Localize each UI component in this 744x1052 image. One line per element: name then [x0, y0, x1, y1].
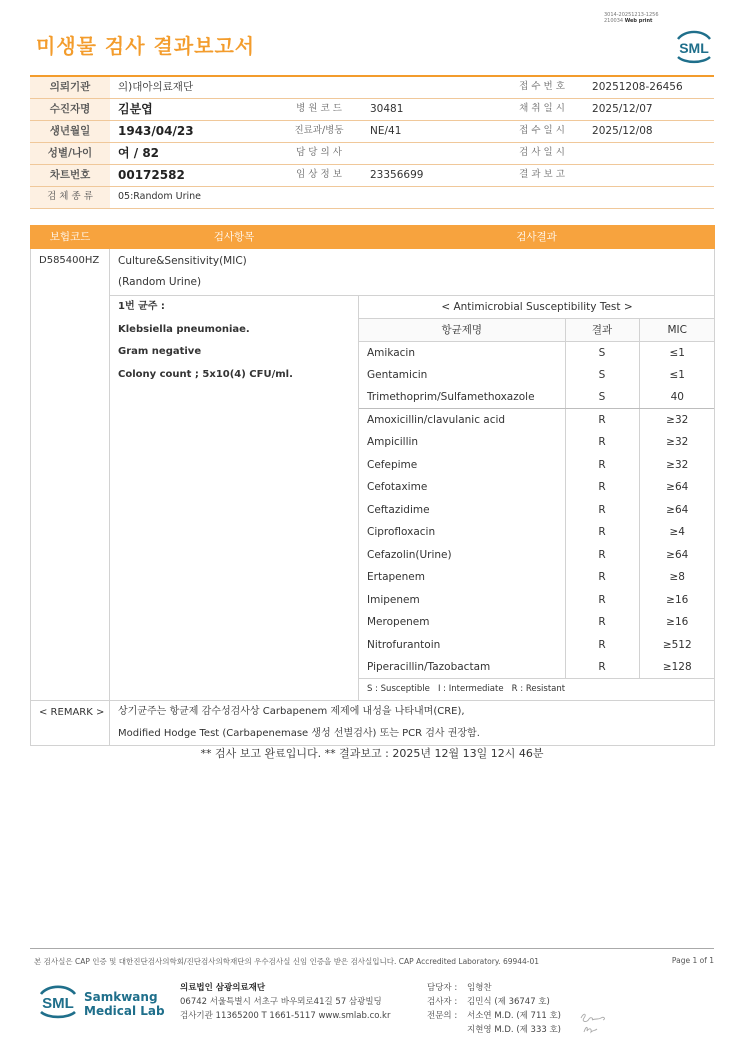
ast-table	[359, 296, 715, 700]
staff-role	[427, 1023, 467, 1037]
antibiotic-row	[359, 521, 715, 544]
antibiotic-name: Imipenem	[367, 593, 420, 606]
organism-row	[31, 296, 715, 701]
value-clinical-info: 23356699	[362, 164, 500, 186]
staff-list	[427, 981, 561, 1037]
antibiotic-name: Amoxicillin/clavulanic acid	[367, 414, 506, 426]
antibiotic-result: R	[565, 589, 639, 612]
antibiotic-mic: ≤1	[639, 364, 715, 387]
test-row	[31, 249, 715, 296]
antibiotic-row	[359, 476, 715, 499]
org-address: 06742 서울특별시 서초구 바우뫼로41길 57 삼광빌딩	[180, 997, 382, 1007]
label-department: 진료과/병동	[276, 120, 362, 142]
antibiotic-name: Gentamicin	[367, 368, 428, 381]
value-name: 김분엽	[110, 98, 276, 120]
antibiotic-mic: ≥32	[639, 454, 715, 477]
footer-divider	[30, 948, 714, 949]
antibiotic-mic: ≤1	[639, 341, 715, 364]
staff-name: 임형찬	[467, 983, 492, 993]
staff-role: 검사자 :	[427, 997, 458, 1007]
staff-name: 지현영 M.D. (제 333 호)	[467, 1025, 562, 1035]
insurance-code: D585400HZ	[31, 249, 110, 701]
document-code-line1: 3014-20251213-1256	[604, 12, 659, 18]
info-row	[30, 186, 714, 208]
sml-logo-icon	[36, 980, 80, 1022]
staff-role: 전문의 :	[427, 1011, 458, 1021]
value-doctor	[362, 142, 500, 164]
antibiotic-name: Cefepime	[367, 458, 418, 471]
label-tested: 검 사 일 시	[500, 142, 584, 164]
antibiotic-name: Meropenem	[367, 616, 430, 629]
label-dob: 생년월일	[30, 120, 110, 142]
antibiotic-mic: ≥8	[639, 566, 715, 589]
antibiotic-mic: ≥16	[639, 611, 715, 634]
staff-name: 서소연 M.D. (제 711 호)	[467, 1011, 562, 1021]
value-hospital-code: 30481	[362, 98, 500, 120]
label-specimen: 검 체 종 류	[30, 186, 110, 208]
antibiotic-mic: ≥64	[639, 476, 715, 499]
label-receipt-no: 접 수 번 호	[500, 76, 584, 98]
staff-row	[427, 995, 561, 1009]
logo-text: SML	[42, 995, 74, 1012]
antibiotic-row	[359, 589, 715, 612]
antibiotic-result: R	[565, 454, 639, 477]
organism-cell	[110, 296, 359, 701]
antibiotic-result: R	[565, 566, 639, 589]
antibiotic-name: Amikacin	[367, 346, 416, 359]
label-doctor: 담 당 의 사	[276, 142, 362, 164]
value-department: NE/41	[362, 120, 500, 142]
document-code-line2a: 210034	[604, 18, 624, 24]
antibiotic-row	[359, 656, 715, 679]
org-name: 의료법인 삼광의료재단	[180, 983, 266, 993]
antibiotic-mic: ≥16	[639, 589, 715, 612]
label-name: 수진자명	[30, 98, 110, 120]
antibiotic-result: R	[565, 634, 639, 657]
staff-name: 김민식 (제 36747 호)	[467, 997, 550, 1007]
remark-label: < REMARK >	[31, 700, 110, 745]
antibiotic-row	[359, 634, 715, 657]
page-number: Page 1 of 1	[671, 956, 714, 965]
antibiotic-result: S	[565, 341, 639, 364]
label-clinical-info: 임 상 정 보	[276, 164, 362, 186]
remark-text	[110, 700, 715, 745]
results-table	[30, 225, 714, 746]
susceptibility-legend: S : Susceptible I : Intermediate R : Resistant	[367, 684, 566, 695]
header-insurance-code: 보험코드	[31, 226, 110, 249]
antibiotic-row	[359, 544, 715, 567]
antibiotic-result: R	[565, 521, 639, 544]
antibiotic-name: Ertapenem	[367, 571, 425, 584]
antibiotic-name: Piperacillin/Tazobactam	[359, 656, 565, 679]
antibiotic-row	[359, 431, 715, 454]
header-test-item: 검사항목	[110, 226, 359, 249]
label-requester: 의뢰기관	[30, 76, 110, 98]
antibiotic-mic: ≥128	[639, 656, 715, 679]
antibiotic-mic: ≥4	[639, 521, 715, 544]
test-name: Culture&Sensitivity(MIC)	[118, 255, 247, 267]
label-received: 접 수 일 시	[500, 120, 584, 142]
antibiotic-name: Ciprofloxacin	[367, 526, 436, 539]
staff-row	[427, 1009, 561, 1023]
remark-line1: 상기균주는 항균제 감수성검사상 Carbapenem 제제에 내성을 나타내며(CRE),	[118, 705, 465, 717]
organism-count: Colony count ; 5x10(4) CFU/ml.	[118, 368, 293, 380]
antibiotic-row	[359, 499, 715, 522]
accreditation-note: 본 검사실은 CAP 인증 및 대한진단검사의학회/진단검사의학재단의 우수검사실 신임 인증을 받은 검사실입니다. CAP Accredited Laboratory. 69944-01	[34, 957, 540, 966]
antibiotic-row	[359, 341, 715, 364]
brand-line1: Samkwang	[84, 990, 158, 1004]
ast-header-result: 결과	[565, 319, 639, 342]
antibiotic-result: R	[565, 499, 639, 522]
antibiotic-result: R	[565, 656, 639, 679]
ast-header-mic: MIC	[639, 319, 715, 342]
antibiotic-result: R	[565, 476, 639, 499]
antibiotic-name: Nitrofurantoin	[367, 638, 441, 651]
value-collected: 2025/12/07	[584, 98, 714, 120]
info-row	[30, 98, 714, 120]
value-sex-age: 여 / 82	[110, 142, 276, 164]
antibiotic-row	[359, 566, 715, 589]
antibiotic-mic: ≥32	[639, 409, 715, 432]
legend-row	[359, 679, 715, 700]
ast-header-drug: 항균제명	[359, 319, 565, 342]
antibiotic-result: R	[565, 544, 639, 567]
antibiotic-row	[359, 454, 715, 477]
results-header-row	[31, 226, 715, 249]
value-chart-no: 00172582	[110, 164, 276, 186]
signature-mark	[578, 1010, 608, 1036]
info-row	[30, 164, 714, 186]
staff-role: 담당자 :	[427, 983, 458, 993]
test-specimen: (Random Urine)	[118, 276, 202, 288]
value-reported	[584, 164, 714, 186]
test-name-cell	[110, 249, 715, 296]
antibiotic-name: Ampicillin	[367, 436, 419, 449]
label-chart-no: 차트번호	[30, 164, 110, 186]
antibiotic-result: S	[565, 364, 639, 387]
web-print-label: Web print	[624, 18, 653, 24]
label-hospital-code: 병 원 코 드	[276, 98, 362, 120]
label-reported: 결 과 보 고	[500, 164, 584, 186]
value-receipt-no: 20251208-26456	[584, 76, 714, 98]
antibiotic-name: Trimethoprim/Sulfamethoxazole	[359, 386, 565, 409]
antibiotic-result: R	[565, 409, 639, 432]
org-contact: 검사기관 11365200 T 1661-5117 www.smlab.co.kr	[180, 1011, 391, 1021]
value-tested	[584, 142, 714, 164]
antibiotic-mic: ≥64	[639, 544, 715, 567]
label-sex-age: 성별/나이	[30, 142, 110, 164]
antibiotic-mic: ≥32	[639, 431, 715, 454]
antibiotic-mic: ≥512	[639, 634, 715, 657]
info-row	[30, 142, 714, 164]
sml-logo-icon	[672, 26, 716, 66]
page-title: 미생물 검사 결과보고서	[36, 34, 256, 58]
staff-row	[427, 1023, 561, 1037]
report-completion: ** 검사 보고 완료입니다. ** 결과보고 : 2025년 12월 13일 12시 46분	[200, 747, 544, 760]
organism-label: 1번 균주 :	[118, 301, 165, 313]
antibiotic-row	[359, 386, 715, 409]
info-row	[30, 120, 714, 142]
antibiotic-name: Ceftazidime	[367, 503, 430, 516]
logo-text: SML	[679, 40, 709, 56]
ast-cell	[359, 296, 715, 701]
antibiotic-row	[359, 364, 715, 387]
antibiotic-name: Cefotaxime	[367, 481, 428, 494]
antibiotic-result: S	[565, 386, 639, 409]
brand-name	[84, 990, 165, 1018]
antibiotic-name: Cefazolin(Urine)	[367, 548, 452, 561]
organism-name: Klebsiella pneumoniae.	[118, 323, 250, 335]
label-collected: 채 취 일 시	[500, 98, 584, 120]
antibiotic-mic: 40	[639, 386, 715, 409]
value-specimen: 05:Random Urine	[110, 186, 714, 208]
document-code	[604, 12, 659, 24]
brand-line2: Medical Lab	[84, 1004, 165, 1018]
organization-info	[180, 981, 390, 1023]
ast-title: < Antimicrobial Susceptibility Test >	[359, 296, 715, 319]
remark-row	[31, 700, 715, 745]
antibiotic-result: R	[565, 611, 639, 634]
info-row	[30, 76, 714, 98]
value-requester: 의)대아의료재단	[110, 76, 500, 98]
remark-line2: Modified Hodge Test (Carbapenemase 생성 선별검사) 또는 PCR 검사 권장함.	[118, 727, 480, 739]
antibiotic-result: R	[565, 431, 639, 454]
organism-gram: Gram negative	[118, 346, 202, 358]
antibiotic-row	[359, 611, 715, 634]
value-received: 2025/12/08	[584, 120, 714, 142]
staff-row	[427, 981, 561, 995]
antibiotic-mic: ≥64	[639, 499, 715, 522]
header-test-result: 검사결과	[359, 226, 715, 249]
antibiotic-row	[359, 409, 715, 432]
patient-info-table	[30, 75, 714, 209]
value-dob: 1943/04/23	[110, 120, 276, 142]
